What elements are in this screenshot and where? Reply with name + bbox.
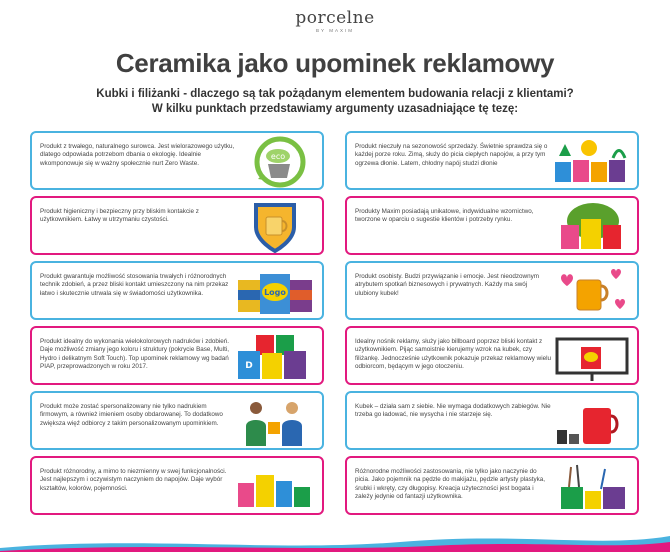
- subtitle-line-1: Kubki i filiżanki - dlaczego są tak pożądanym elementem budowania relacji z klientami?: [96, 88, 574, 100]
- subtitle-line-2: W kilku punktach przedstawiamy argumenty uzasadniające tę tezę:: [151, 103, 519, 115]
- card-text: Produkt może zostać spersonalizowany nie tylko nadrukiem firmowym, a również imieniem osoby obdarowanej. To dodatkowo zwiększa więź odbiorcy z takim personalizowanym upominkiem.: [40, 403, 223, 427]
- card-right-6: [345, 456, 639, 515]
- logo-badge: Logo: [264, 288, 286, 297]
- card-text: Produkt higieniczny i bezpieczny przy bliskim kontakcie z użytkownikiem. Łatwy w utrzymaniu czystości.: [40, 208, 199, 224]
- card-text: Produkt nieczuły na sezonowość sprzedaży. Świetnie sprawdza się o każdej porze roku. Zimą, służy do picia ciepłych napojów, a przy tym ogrzewa dłonie. Latem, chłodny napój studzi dłonie: [355, 143, 548, 167]
- billboard-mug-icon: [549, 331, 631, 383]
- page-title: Ceramika jako upominek reklamowy: [115, 48, 555, 78]
- bottom-wave: [0, 522, 670, 552]
- brand-logo: [0, 8, 670, 33]
- card-right-1: [345, 131, 639, 190]
- card-left-3: [30, 261, 324, 320]
- card-left-4: [30, 326, 324, 385]
- card-right-4: [345, 326, 639, 385]
- card-left-2: [30, 196, 324, 255]
- card-text: Różnorodne możliwości zastosowania, nie tylko jako naczynie do picia. Jako pojemnik na pędzle do makijażu, pędzle artysty plastyka, śrubki i wkręty, czy długopisy. Kreacja użyteczności jest bogata i zależy jedynie od fantazji użytkownika.: [355, 468, 546, 501]
- mug-variety-icon: [234, 461, 316, 513]
- card-text: Produkt z trwałego, naturalnego surowca. Jest wielorazowego użytku, dlatego odpowiada potrzebom dbania o ekologię. Idealnie wkomponowuje się w ważny społecznie nurt Zero Waste.: [40, 143, 235, 167]
- seasons-mugs-icon: [549, 136, 631, 188]
- card-text: Produkty Maxim posiadają unikatowe, indywidualne wzornictwo, tworzone w oparciu o sugestie klientów i potrzeby rynku.: [355, 208, 534, 224]
- design-mugs-icon: [549, 201, 631, 253]
- card-text: Produkt osobisty. Budzi przywiązanie i emocje. Jest nieodzownym atrybutem spotkań biznesowych i prywatnych. Każdy ma swój ulubiony kubek!: [355, 273, 539, 297]
- card-left-5: [30, 391, 324, 450]
- card-text: Kubek – działa sam z siebie. Nie wymaga dodatkowych zabiegów. Nie trzeba go ładować, nie wysycha i nie starzeje się.: [355, 403, 551, 419]
- shield-mug-icon: [234, 201, 316, 253]
- gift-people-icon: [234, 396, 316, 448]
- svg-text:D: D: [245, 361, 253, 371]
- hearts-mug-icon: [549, 266, 631, 318]
- card-right-3: [345, 261, 639, 320]
- card-text: Idealny nośnik reklamy, służy jako billboard poprzez bliski kontakt z użytkownikiem. Pijąc samoistnie kierujemy wzrok na kubek, czy filiżankę. Jednocześnie użytkownik pokazuje przekaz reklamowy wielu odbiorcom, będącym w jego otoczeniu.: [355, 338, 551, 371]
- colorful-mugs-icon: [234, 331, 316, 383]
- card-left-1: [30, 131, 324, 190]
- eco-mug-icon: [234, 136, 316, 188]
- battery-mug-icon: [549, 396, 631, 448]
- logo-mugs-icon: [234, 266, 316, 318]
- brand-sub: BY MAXIM: [316, 28, 354, 33]
- card-right-5: [345, 391, 639, 450]
- multiuse-mugs-icon: [549, 461, 631, 513]
- card-right-2: [345, 196, 639, 255]
- brand-name: porcelne: [295, 8, 375, 28]
- page-subtitle: [0, 87, 670, 117]
- card-text: Produkt idealny do wykonania wielokolorowych nadruków i zdobień. Daje możliwość zmiany jego koloru i struktury (pokrycie Base, Multi, Hydro i delikatnym Soft Touch). Top upominek reklamowy wg badań PIAP, przeprowadzonych w roku 2017.: [40, 338, 230, 371]
- card-text: Produkt różnorodny, a mimo to niezmienny w swej funkcjonalności. Jest najlepszym i oczywistym naczyniem do napojów. Daje wybór kształtów, kolorów, pojemności.: [40, 468, 227, 492]
- card-text: Produkt gwarantuje możliwość stosowania trwałych i różnorodnych technik zdobień, a przez bliski kontakt umieszczony na nim przekaz łatwo i skutecznie utrwala się w świadomości użytkownika.: [40, 273, 229, 297]
- eco-badge: eco: [270, 152, 286, 161]
- card-left-6: [30, 456, 324, 515]
